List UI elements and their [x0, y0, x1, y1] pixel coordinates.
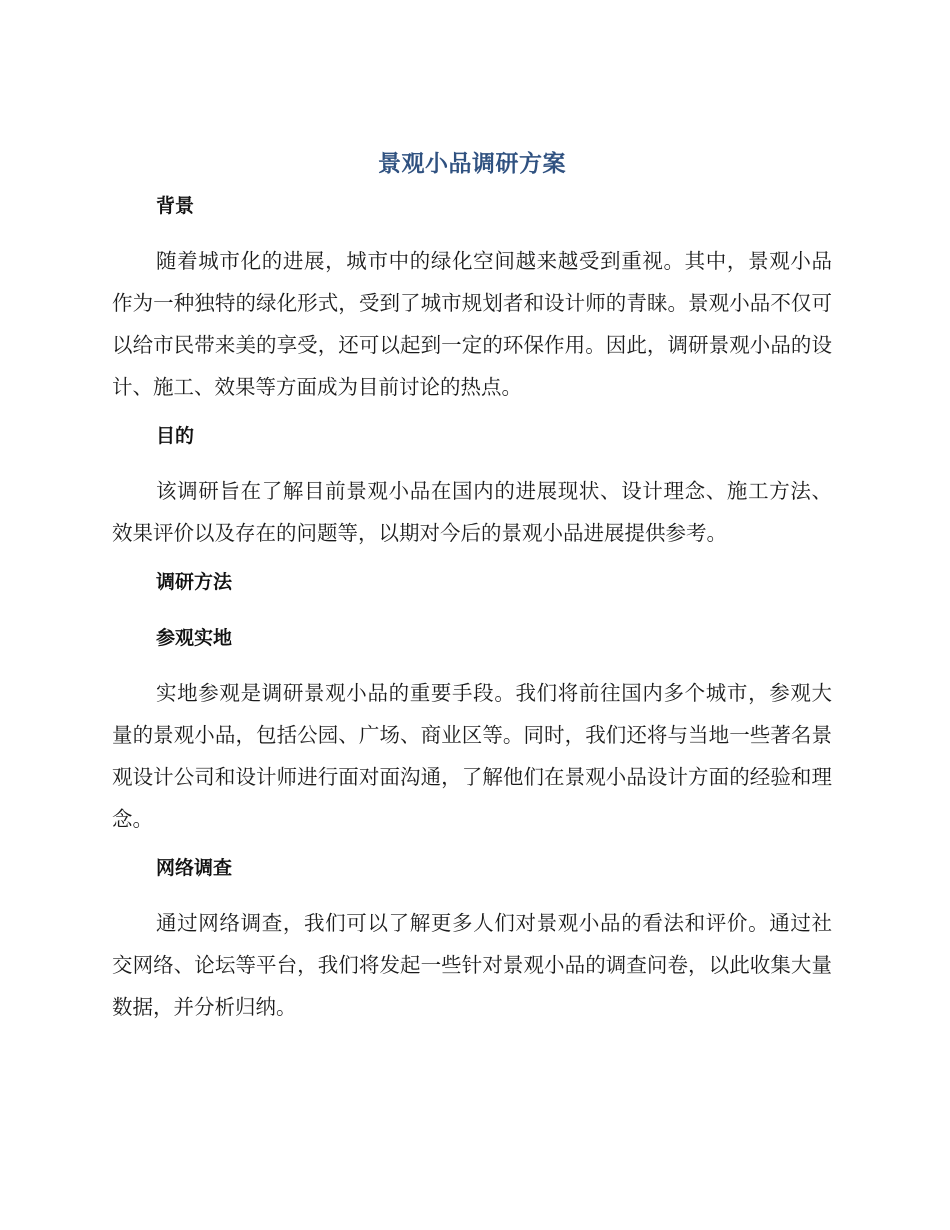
- paragraph-background: 随着城市化的进展，城市中的绿化空间越来越受到重视。其中，景观小品作为一种独特的绿化形式，受到了城市规划者和设计师的青睐。景观小品不仅可以给市民带来美的享受，还可以起到一定的环保作用。因此，调研景观小品的设计、施工、效果等方面成为目前讨论的热点。: [112, 249, 832, 399]
- heading-methods: 调研方法: [156, 571, 233, 593]
- document-body: [112, 146, 832, 1028]
- document-title: 景观小品调研方案: [378, 151, 566, 177]
- heading-site-visit: 参观实地: [156, 627, 233, 649]
- paragraph-purpose: 该调研旨在了解目前景观小品在国内的进展现状、设计理念、施工方法、效果评价以及存在的问题等，以期对今后的景观小品进展提供参考。: [112, 479, 832, 545]
- heading-background: 背景: [156, 195, 195, 217]
- heading-purpose: 目的: [156, 425, 195, 447]
- paragraph-online-survey: 通过网络调查，我们可以了解更多人们对景观小品的看法和评价。通过社交网络、论坛等平台，我们将发起一些针对景观小品的调查问卷，以此收集大量数据，并分析归纳。: [112, 911, 832, 1019]
- paragraph-site-visit: 实地参观是调研景观小品的重要手段。我们将前往国内多个城市，参观大量的景观小品，包括公园、广场、商业区等。同时，我们还将与当地一些著名景观设计公司和设计师进行面对面沟通，了解他们在景观小品设计方面的经验和理念。: [112, 681, 832, 831]
- heading-online-survey: 网络调查: [156, 857, 233, 879]
